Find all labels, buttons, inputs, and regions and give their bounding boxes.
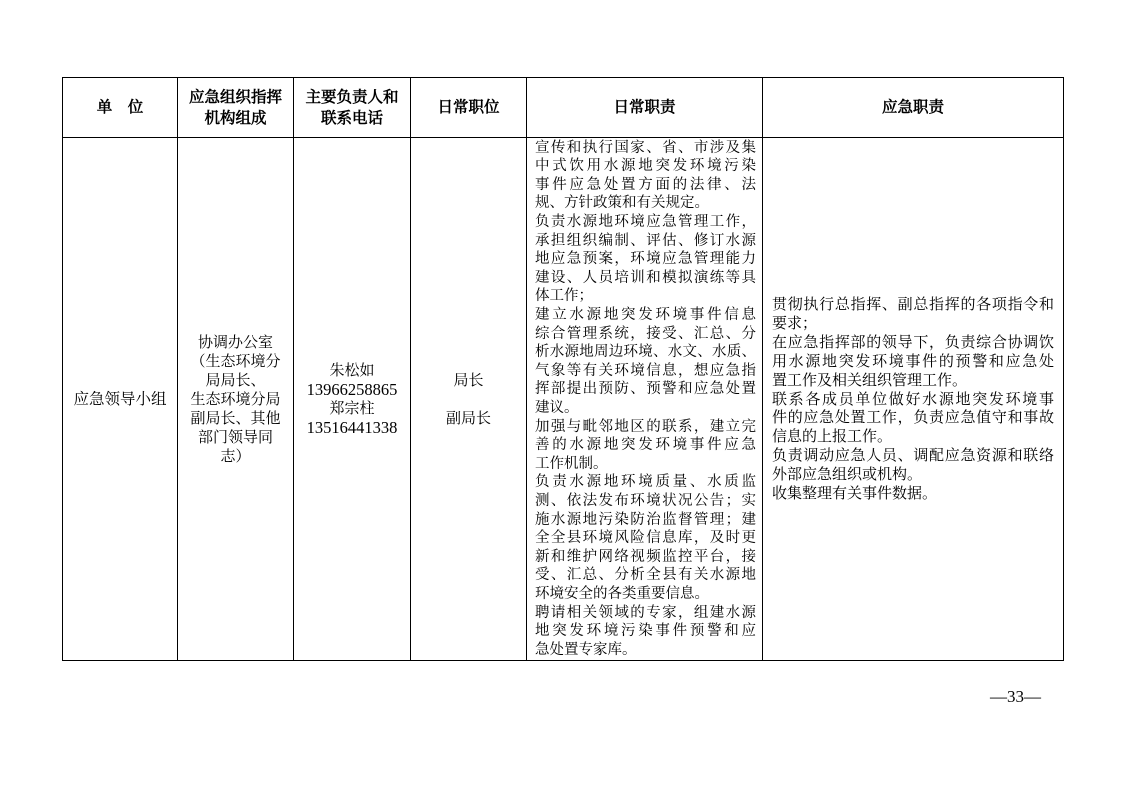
org-composition-line: 生态环境分局 (190, 389, 281, 408)
daily-duty-line: 规、方针政策和有关规定。 (535, 195, 709, 212)
column-header-contacts-text (294, 87, 410, 129)
duty-paragraph (772, 333, 1054, 390)
contact-line: 朱松如 (329, 361, 375, 379)
daily-duty-line: 挥部提出预防、预警和应急处置 (535, 381, 756, 398)
column-header-daily-position (411, 78, 527, 138)
column-header-emergency-duties-text (763, 97, 1063, 118)
duty-paragraph (535, 604, 756, 660)
duty-paragraph (535, 418, 756, 474)
cell-contacts (294, 138, 411, 661)
daily-duty-line: 施水源地污染防治监督管理；建 (535, 511, 756, 528)
org-composition-line: （生态环境分 (190, 351, 281, 370)
duty-paragraph (772, 295, 1054, 333)
emergency-duty-line: 要求； (772, 313, 818, 332)
daily-duty-line: 急处置专家库。 (535, 641, 637, 658)
position-line: 局长 (453, 370, 484, 389)
duty-paragraph (535, 306, 756, 418)
column-header-daily-position-text (411, 97, 526, 118)
column-header-daily-duties (527, 78, 763, 138)
emergency-duties-text (763, 295, 1063, 503)
org-composition-line: 志） (220, 446, 251, 465)
emergency-duty-line: 件的应急处置工作，负责应急值守和事故 (772, 408, 1054, 427)
daily-duty-line: 受、汇总、分析全县有关水源地 (535, 567, 756, 584)
daily-position-text (411, 371, 526, 428)
duty-paragraph (535, 473, 756, 603)
emergency-duty-line: 信息的上报工作。 (772, 427, 893, 446)
header-row (63, 78, 1064, 138)
header-line: 日常职责 (613, 98, 676, 116)
org-composition-line: 协调办公室 (197, 332, 273, 351)
emergency-duty-line: 贯彻执行总指挥、副总指挥的各项指令和 (772, 295, 1054, 314)
duty-paragraph (772, 484, 1054, 503)
column-header-unit-text (63, 97, 177, 118)
daily-duty-line: 工作机制。 (535, 455, 608, 472)
column-header-org-composition (178, 78, 294, 138)
daily-duty-line: 宣传和执行国家、省、市涉及集 (535, 139, 756, 156)
emergency-duty-line: 在应急指挥部的领导下，负责综合协调饮 (772, 332, 1054, 351)
daily-duty-line: 善的水源地突发环境事件应急 (535, 437, 756, 454)
org-composition-line: 局局长、 (205, 370, 266, 389)
daily-duty-line: 新和维护网络视频监控平台，接 (535, 548, 756, 565)
daily-duty-line: 地突发环境污染事件预警和应 (535, 623, 756, 640)
emergency-duty-line: 联系各成员单位做好水源地突发环境事 (772, 389, 1054, 408)
daily-duty-line: 综合管理系统，接受、汇总、分 (535, 325, 756, 342)
column-header-org-composition-text (178, 87, 293, 129)
header-line: 日常职位 (437, 98, 500, 116)
header-line: 联系电话 (320, 108, 383, 127)
contact-line: 13516441338 (306, 418, 398, 437)
header-line: 单 位 (96, 98, 144, 116)
daily-duty-line: 环境安全的各类重要信息。 (535, 585, 709, 602)
daily-duty-line: 负责水源地环境应急管理工作， (535, 214, 756, 231)
header-line: 应急组织指挥 (188, 87, 282, 106)
duty-paragraph (772, 446, 1054, 484)
daily-duty-line: 承担组织编制、评估、修订水源 (535, 232, 756, 249)
org-composition-line: 部门领导同 (197, 427, 273, 446)
header-line: 机构组成 (204, 108, 267, 127)
daily-duty-line: 聘请相关领域的专家，组建水源 (535, 604, 756, 621)
daily-duty-line: 测、依法发布环境状况公告；实 (535, 492, 756, 509)
header-line: 应急职责 (881, 98, 944, 116)
daily-duty-line: 建设、人员培训和模拟演练等具 (535, 269, 756, 286)
table-row (63, 138, 1064, 661)
emergency-duty-line: 外部应急组织或机构。 (772, 465, 923, 484)
daily-duty-line: 中式饮用水源地突发环境污染 (535, 158, 756, 175)
column-header-daily-duties-text (527, 97, 762, 118)
daily-duty-line: 建立水源地突发环境事件信息 (535, 307, 756, 324)
cell-daily-position (411, 138, 527, 661)
unit-line: 应急领导小组 (73, 389, 167, 408)
daily-duty-line: 地应急预案，环境应急管理能力 (535, 251, 756, 268)
position-line: 副局长 (445, 408, 491, 427)
daily-duty-line: 析水源地周边环境、水文、水质、 (535, 344, 756, 361)
daily-duty-line: 负责水源地环境质量、水质监 (535, 474, 756, 491)
contact-line: 郑宗柱 (329, 399, 375, 417)
duty-paragraph (535, 213, 756, 306)
cell-daily-duties (527, 138, 763, 661)
daily-duty-line: 全全县环境风险信息库，及时更 (535, 530, 756, 547)
unit-text (63, 390, 177, 409)
emergency-duty-line: 收集整理有关事件数据。 (772, 484, 938, 502)
daily-duty-line: 加强与毗邻地区的联系，建立完 (535, 418, 756, 435)
emergency-duty-line: 用水源地突发环境事件的预警和应急处 (772, 351, 1054, 370)
cell-org-composition (178, 138, 294, 661)
column-header-emergency-duties (763, 78, 1064, 138)
duty-paragraph (535, 139, 756, 213)
daily-duty-line: 建议。 (535, 400, 579, 416)
column-header-unit (63, 78, 178, 138)
contacts-text (294, 361, 410, 437)
daily-duty-line: 事件应急处置方面的法律、法 (535, 176, 756, 193)
column-header-contacts (294, 78, 411, 138)
daily-duty-line: 气象等有关环境信息，想应急指 (535, 362, 756, 379)
daily-duty-line: 体工作； (535, 288, 593, 305)
header-line: 主要负责人和 (305, 87, 399, 106)
emergency-duty-line: 负责调动应急人员、调配应急资源和联络 (772, 446, 1054, 465)
duty-table (62, 77, 1064, 661)
contact-line: 13966258865 (306, 380, 398, 399)
daily-duties-text (527, 139, 762, 660)
page-number: —33— (990, 687, 1041, 706)
emergency-duty-line: 置工作及相关组织管理工作。 (772, 370, 968, 389)
duty-paragraph (772, 390, 1054, 447)
cell-unit (63, 138, 178, 661)
org-composition-text (178, 333, 293, 466)
org-composition-line: 副局长、其他 (190, 408, 281, 427)
cell-emergency-duties (763, 138, 1064, 661)
